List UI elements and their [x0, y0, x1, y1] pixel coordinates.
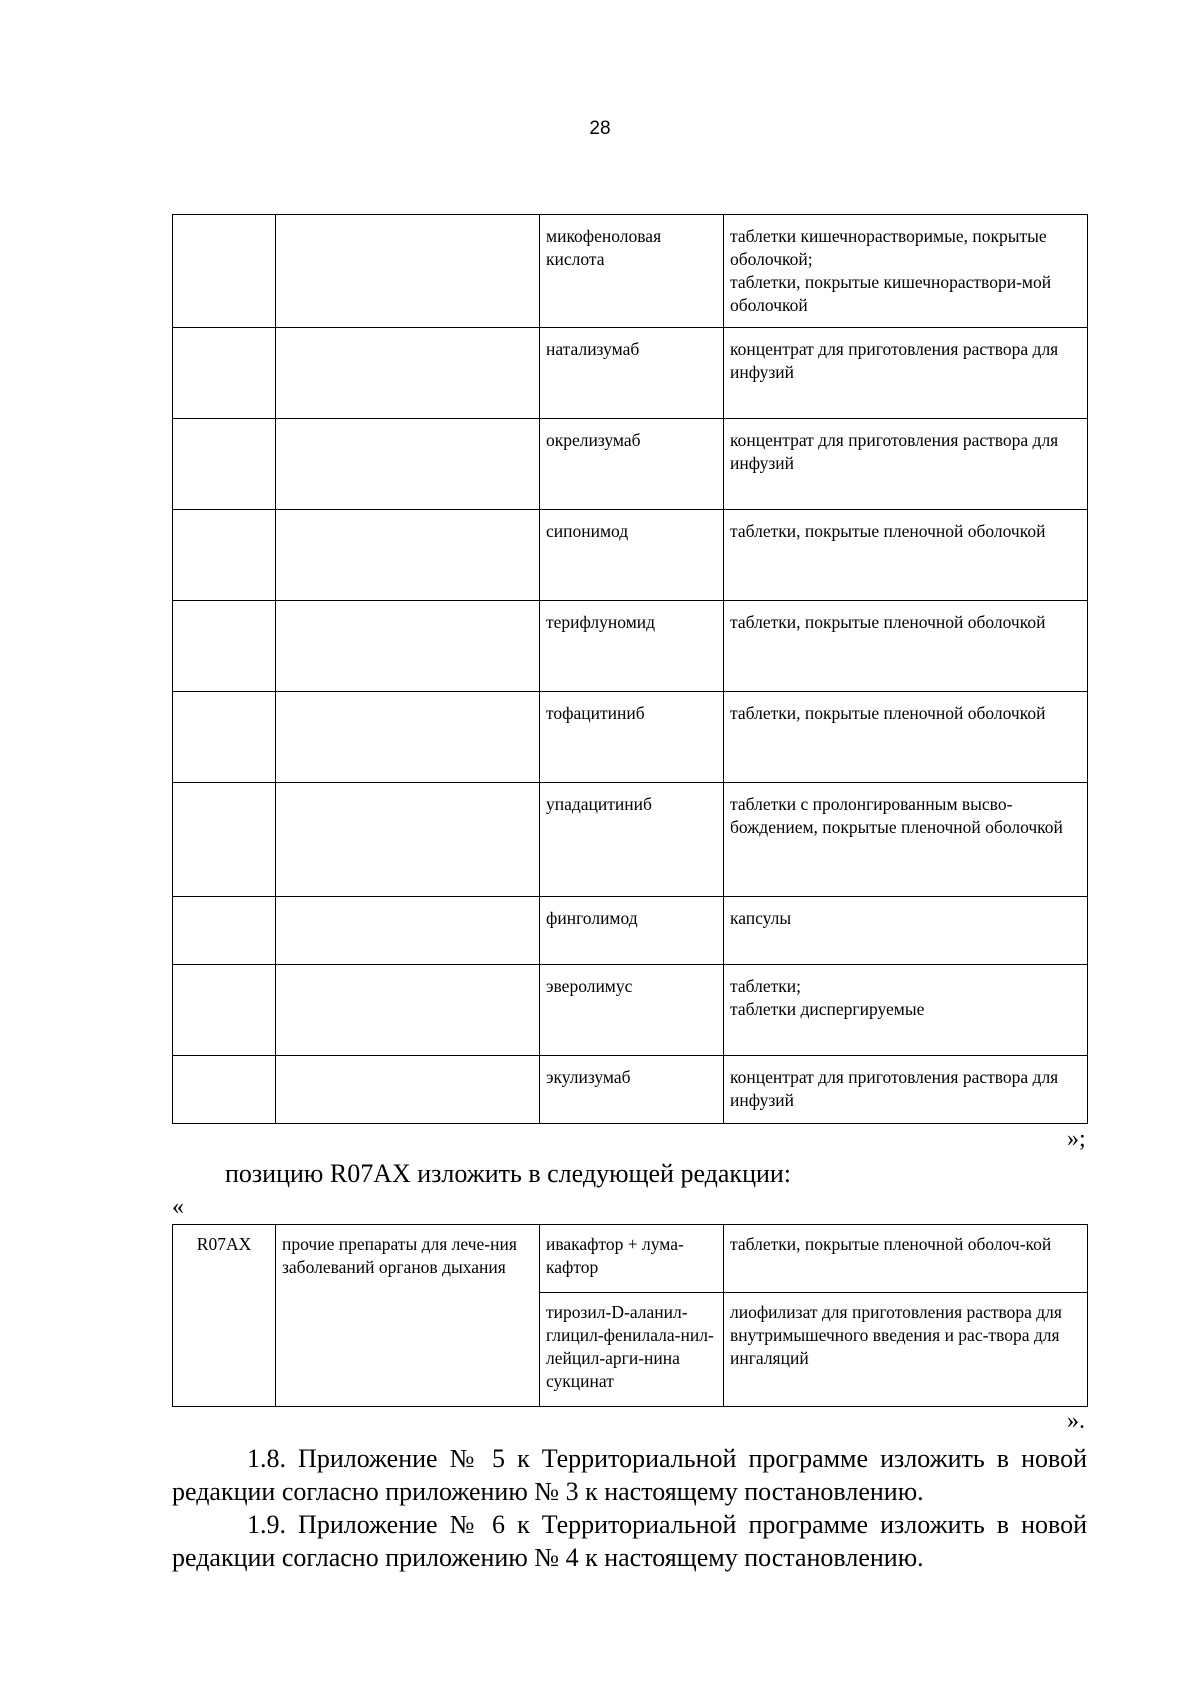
table-row — [173, 510, 1088, 601]
atc-code-cell — [173, 783, 276, 897]
form-cell: таблетки, покрытые пленочной оболочкой — [724, 692, 1088, 783]
drug-cell: натализумаб — [540, 328, 724, 419]
atc-code-cell — [173, 419, 276, 510]
closing-quote-1: »; — [1067, 1126, 1086, 1152]
drug-cell: тирозил-D-аланил-глицил-фенилала-нил-лейцил-арги-нина сукцинат — [540, 1293, 724, 1407]
atc-code-cell — [173, 328, 276, 419]
atc-code-cell — [173, 692, 276, 783]
group-cell — [276, 897, 540, 965]
drug-cell: тофацитиниб — [540, 692, 724, 783]
drug-table-continuation — [172, 214, 1088, 1124]
atc-code-cell — [173, 965, 276, 1056]
table-row — [173, 692, 1088, 783]
atc-code-cell: R07AX — [173, 1225, 276, 1407]
atc-code-cell — [173, 601, 276, 692]
table-row — [173, 215, 1088, 328]
drug-cell: упадацитиниб — [540, 783, 724, 897]
table-row — [173, 1056, 1088, 1124]
drug-cell: эверолимус — [540, 965, 724, 1056]
group-cell — [276, 601, 540, 692]
table-row — [173, 419, 1088, 510]
drug-cell: ивакафтор + лума-кафтор — [540, 1225, 724, 1293]
drug-cell: окрелизумаб — [540, 419, 724, 510]
form-cell: таблетки, покрытые пленочной оболоч-кой — [724, 1225, 1088, 1293]
table-row — [173, 1225, 1088, 1293]
drug-cell: терифлуномид — [540, 601, 724, 692]
drug-cell: финголимод — [540, 897, 724, 965]
drug-table-r07ax — [172, 1224, 1088, 1407]
open-quote: « — [172, 1194, 184, 1220]
table-row — [173, 783, 1088, 897]
atc-code-cell — [173, 897, 276, 965]
form-cell: таблетки кишечнорастворимые, покрытые оболочкой; таблетки, покрытые кишечнораствори-мой оболочкой — [724, 215, 1088, 328]
form-cell: таблетки, покрытые пленочной оболочкой — [724, 510, 1088, 601]
group-cell — [276, 419, 540, 510]
table-row — [173, 601, 1088, 692]
group-cell — [276, 783, 540, 897]
group-cell — [276, 215, 540, 328]
form-cell: капсулы — [724, 897, 1088, 965]
group-cell — [276, 510, 540, 601]
drug-cell: сипонимод — [540, 510, 724, 601]
form-cell: концентрат для приготовления раствора для инфузий — [724, 328, 1088, 419]
group-cell: прочие препараты для лече-ния заболеваний органов дыхания — [276, 1225, 540, 1407]
atc-code-cell — [173, 215, 276, 328]
group-cell — [276, 965, 540, 1056]
atc-code-cell — [173, 1056, 276, 1124]
form-cell: лиофилизат для приготовления раствора для внутримышечного введения и рас-твора для ингаляций — [724, 1293, 1088, 1407]
table-row — [173, 328, 1088, 419]
table-row — [173, 897, 1088, 965]
group-cell — [276, 692, 540, 783]
form-cell: таблетки, покрытые пленочной оболочкой — [724, 601, 1088, 692]
group-cell — [276, 328, 540, 419]
drug-cell: экулизумаб — [540, 1056, 724, 1124]
drug-cell: микофеноловая кислота — [540, 215, 724, 328]
page-number: 28 — [589, 118, 611, 139]
paragraph-1-9: 1.9. Приложение № 6 к Территориальной программе изложить в новой редакции согласно приложению № 4 к настоящему постановлению. — [172, 1510, 1087, 1572]
form-cell: таблетки; таблетки диспергируемые — [724, 965, 1088, 1056]
form-cell: концентрат для приготовления раствора для инфузий — [724, 1056, 1088, 1124]
form-cell: таблетки с пролонгированным высво-бождением, покрытые пленочной оболочкой — [724, 783, 1088, 897]
atc-code-cell — [173, 510, 276, 601]
paragraph-1-8: 1.8. Приложение № 5 к Территориальной программе изложить в новой редакции согласно приложению № 3 к настоящему постановлению. — [172, 1444, 1087, 1506]
section-intro: позицию R07AX изложить в следующей редакции: — [225, 1159, 792, 1188]
form-cell: концентрат для приготовления раствора для инфузий — [724, 419, 1088, 510]
table-row — [173, 965, 1088, 1056]
closing-quote-2: ». — [1067, 1408, 1085, 1434]
group-cell — [276, 1056, 540, 1124]
